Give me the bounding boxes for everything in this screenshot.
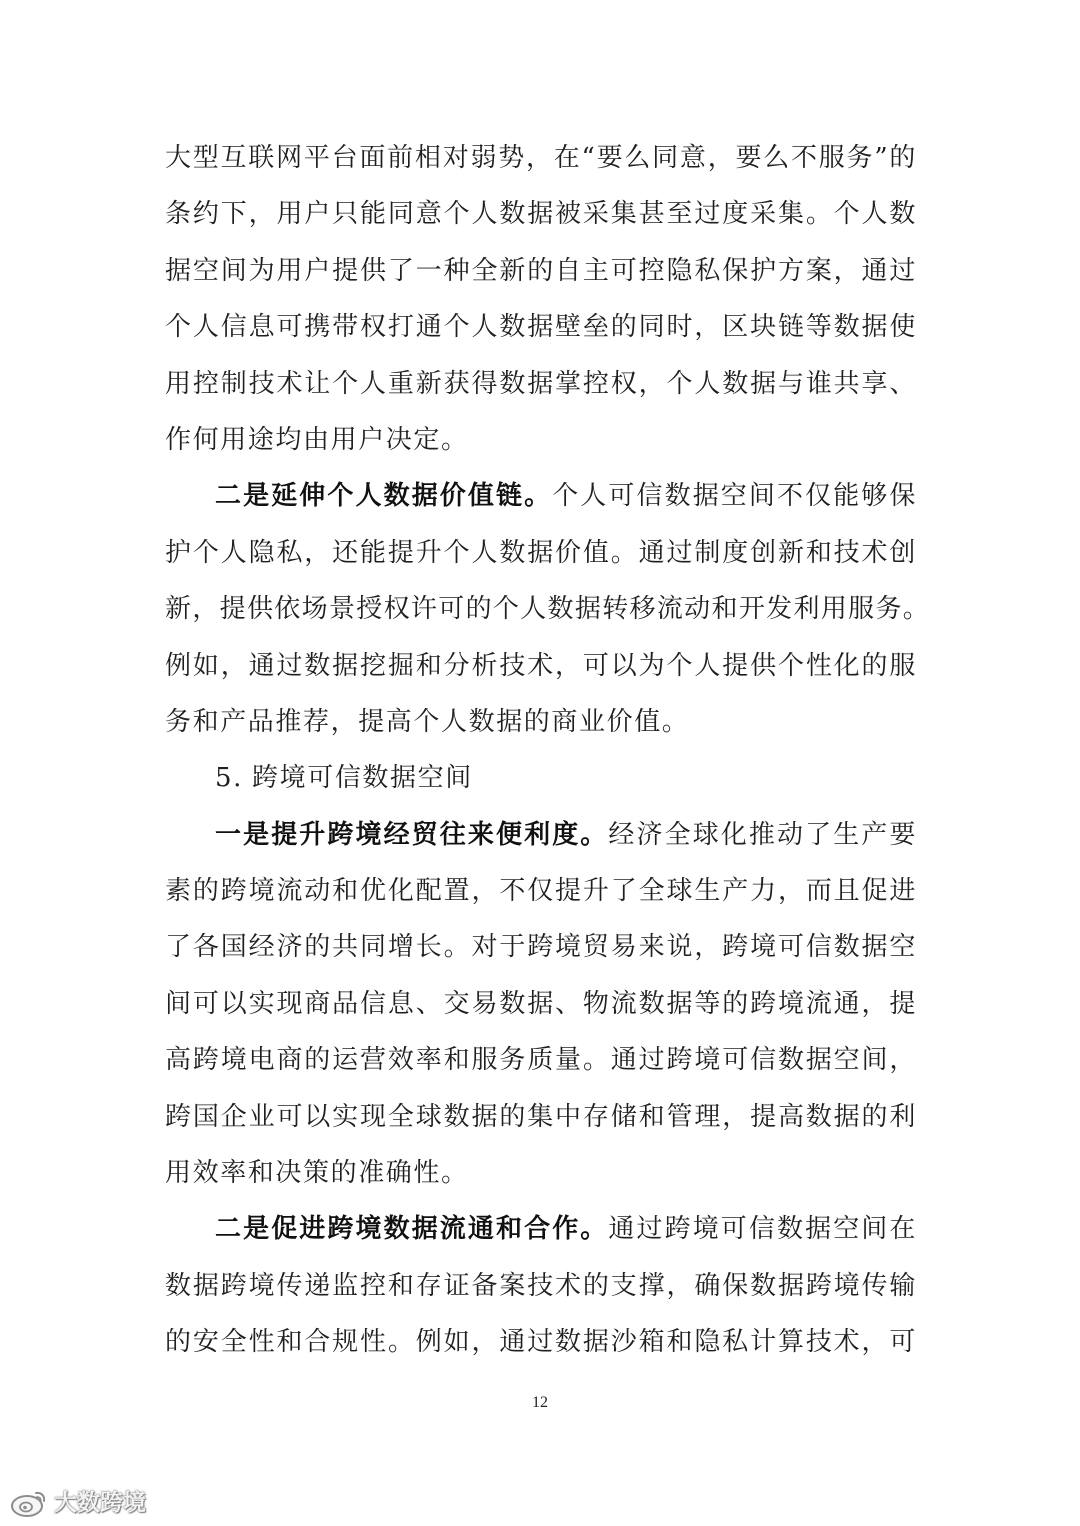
watermark-logo-icon (8, 1487, 50, 1519)
paragraph-personal-data-control (165, 130, 917, 468)
body-text-line: 间可以实现商品信息、交易数据、物流数据等的跨境流通，提 (165, 988, 917, 1019)
body-text-line: 用效率和决策的准确性。 (165, 1158, 469, 1189)
paragraph-cross-border-data-flow (165, 1201, 917, 1370)
body-text-line: 了各国经济的共同增长。对于跨境贸易来说，跨境可信数据空 (165, 932, 917, 963)
page-number: 12 (532, 1394, 548, 1411)
paragraph-cross-border-trade (165, 807, 917, 1202)
body-text-line: 新，提供依场景授权许可的个人数据转移流动和开发利用服务。 (165, 594, 930, 625)
body-text-line: 数据跨境传递监控和存证备案技术的支撑，确保数据跨境传输 (165, 1270, 917, 1301)
body-text-line: 个人信息可携带权打通个人数据壁垒的同时，区块链等数据使 (165, 312, 917, 343)
body-text-span: 经济全球化推动了生产要 (608, 819, 918, 850)
body-text-line: 素的跨境流动和优化配置，不仅提升了全球生产力，而且促进 (165, 876, 917, 907)
paragraph-first-line (215, 468, 917, 524)
body-text-line: 护个人隐私，还能提升个人数据价值。通过制度创新和技术创 (165, 537, 917, 568)
body-text-line: 用控制技术让个人重新获得数据掌控权，个人数据与谁共享、 (165, 368, 917, 399)
paragraph-lead-bold: 二是延伸个人数据价值链。 (215, 481, 553, 512)
paragraph-lead-bold: 二是促进跨境数据流通和合作。 (215, 1214, 609, 1245)
body-text-line: 跨国企业可以实现全球数据的集中存储和管理，提高数据的利 (165, 1101, 917, 1132)
section-heading (215, 750, 917, 806)
paragraph-first-line (215, 1201, 917, 1257)
watermark-text: 大数跨境 (54, 1490, 146, 1516)
body-text-line: 务和产品推荐，提高个人数据的商业价值。 (165, 706, 690, 737)
body-text-line: 的安全性和合规性。例如，通过数据沙箱和隐私计算技术，可 (165, 1327, 917, 1358)
body-text-line: 作何用途均由用户决定。 (165, 424, 469, 455)
paragraph-personal-data-value-chain (165, 468, 930, 750)
section-number: 5. (215, 763, 244, 794)
watermark (8, 1486, 146, 1520)
body-text-line: 高跨境电商的运营效率和服务质量。通过跨境可信数据空间， (165, 1045, 917, 1076)
body-text-line: 例如，通过数据挖掘和分析技术，可以为个人提供个性化的服 (165, 650, 917, 681)
body-text-span: 个人可信数据空间不仅能够保 (552, 481, 917, 512)
body-text-line: 据空间为用户提供了一种全新的自主可控隐私保护方案，通过 (165, 255, 917, 286)
body-text (165, 130, 930, 1371)
body-text-span: 通过跨境可信数据空间在 (608, 1214, 918, 1245)
body-text-line: 条约下，用户只能同意个人数据被采集甚至过度采集。个人数 (165, 199, 917, 230)
paragraph-lead-bold: 一是提升跨境经贸往来便利度。 (215, 819, 609, 850)
body-text-line: 大型互联网平台面前相对弱势，在“要么同意，要么不服务”的 (165, 143, 917, 173)
paragraph-first-line (215, 807, 917, 863)
section-title: 跨境可信数据空间 (252, 763, 473, 794)
